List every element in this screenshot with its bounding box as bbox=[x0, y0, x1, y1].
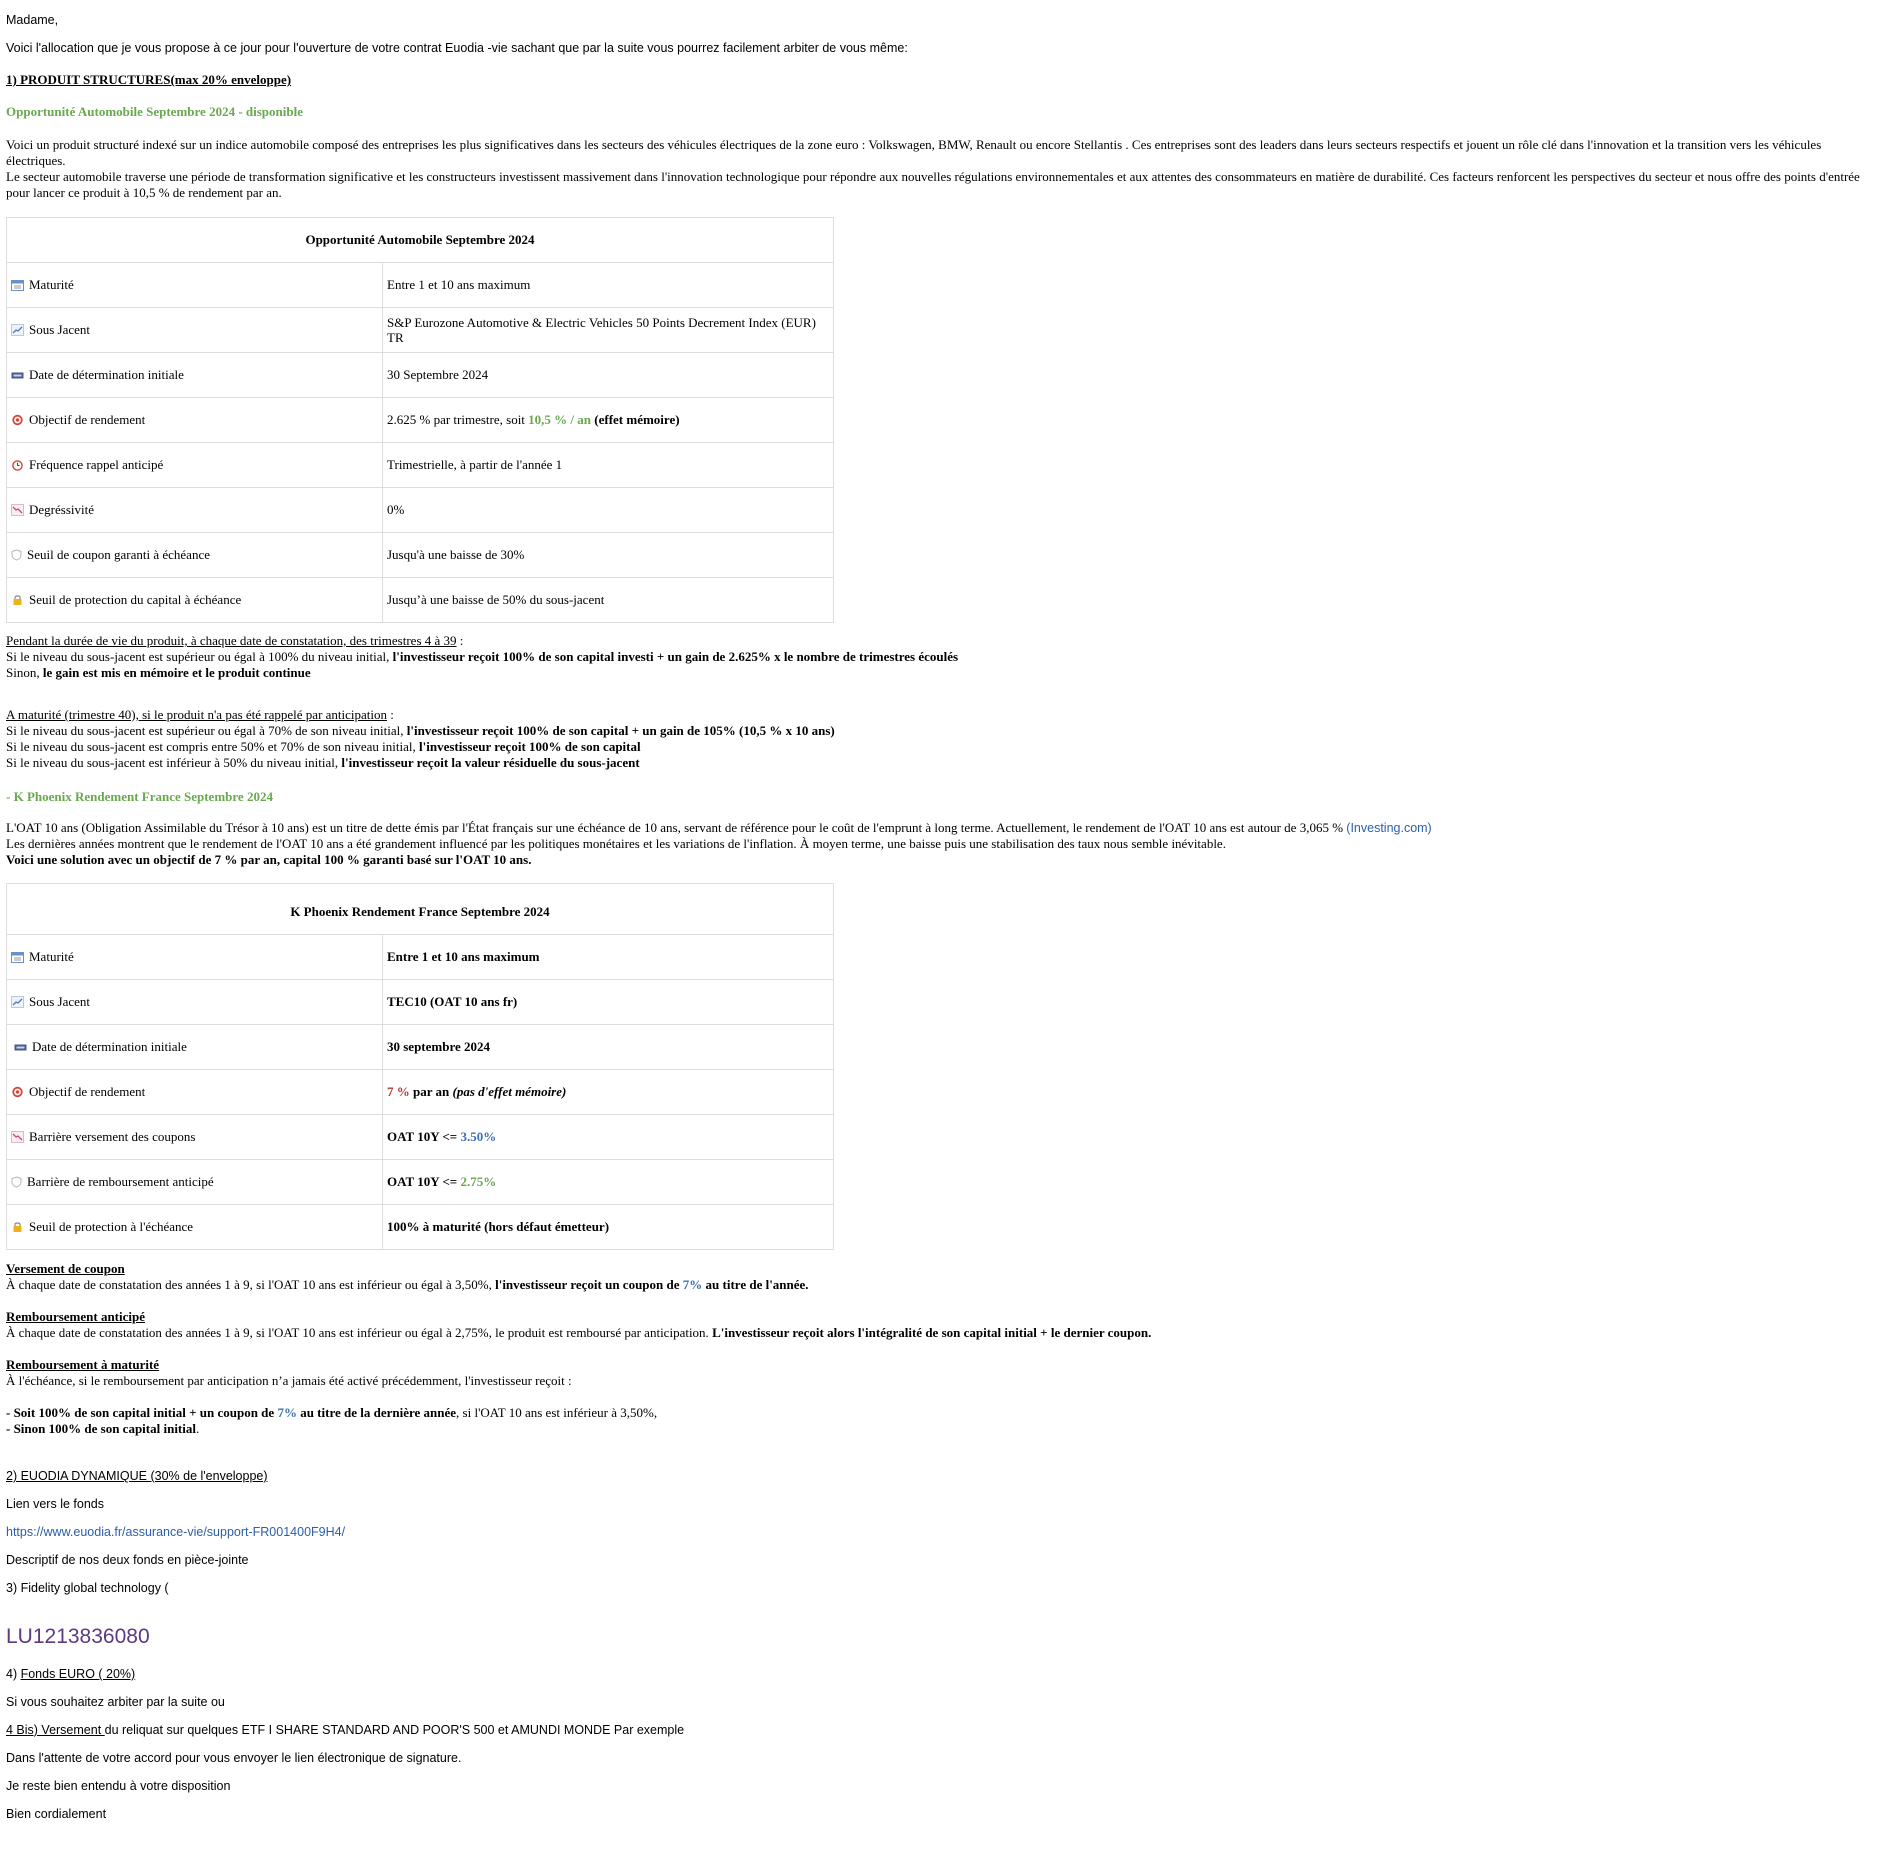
row-label: Seuil de coupon garanti à échéance bbox=[27, 547, 210, 562]
life-line-2-text: Sinon, bbox=[6, 665, 43, 680]
target-icon bbox=[11, 414, 24, 426]
chart-increasing-icon bbox=[11, 996, 24, 1008]
fund-link-label: Lien vers le fonds bbox=[6, 1497, 104, 1511]
coupon-section bbox=[6, 1261, 1866, 1293]
life-heading-suffix: : bbox=[456, 633, 464, 648]
table-row bbox=[7, 533, 834, 578]
product-1-life-conditions bbox=[6, 633, 1866, 681]
section-4bis bbox=[6, 1723, 684, 1737]
row-label: Maturité bbox=[29, 277, 74, 292]
table-row bbox=[7, 1115, 834, 1160]
value-highlight: 2.75% bbox=[460, 1174, 497, 1189]
life-line-2-bold: le gain est mis en mémoire et le produit continue bbox=[42, 665, 311, 680]
maturity-redemption-heading: Remboursement à maturité bbox=[6, 1357, 160, 1372]
maturity-heading-suffix: : bbox=[387, 707, 394, 722]
row-value: 0% bbox=[383, 488, 834, 533]
arbitrage-note: Si vous souhaitez arbiter par la suite ou bbox=[6, 1695, 225, 1709]
shield-icon bbox=[11, 549, 22, 561]
maturity-option-1-text: , si l'OAT 10 ans est inférieur à 3,50%, bbox=[456, 1405, 658, 1420]
table-row bbox=[7, 578, 834, 623]
row-label: Objectif de rendement bbox=[29, 1084, 146, 1099]
maturity-option-1-bold: - Soit 100% de son capital initial + un coupon de bbox=[6, 1405, 278, 1420]
row-value bbox=[383, 398, 834, 443]
row-value: 30 Septembre 2024 bbox=[383, 353, 834, 398]
early-redemption-heading: Remboursement anticipé bbox=[6, 1309, 146, 1324]
row-value: TEC10 (OAT 10 ans fr) bbox=[383, 980, 834, 1025]
row-value: Jusqu'à une baisse de 30% bbox=[383, 533, 834, 578]
maturity-option-2-bold: - Sinon 100% de son capital initial bbox=[6, 1421, 196, 1436]
intro-text: Voici l'allocation que je vous propose à ce jour pour l'ouverture de votre contrat Euodia -vie sachant que par la suite vous pourrez facilement arbiter de vous même: bbox=[6, 41, 908, 55]
row-value: Entre 1 et 10 ans maximum bbox=[383, 263, 834, 308]
chart-increasing-icon bbox=[11, 324, 24, 336]
row-value: Entre 1 et 10 ans maximum bbox=[383, 935, 834, 980]
section-4bis-label: 4 Bis) Versement bbox=[6, 1723, 105, 1737]
row-label: Sous Jacent bbox=[29, 994, 91, 1009]
maturity-redemption-text: À l'échéance, si le remboursement par anticipation n’a jamais été activé précédemment, l'investisseur reçoit : bbox=[6, 1373, 572, 1388]
coupon-line-highlight: 7% bbox=[682, 1277, 703, 1292]
product-1-table-title: Opportunité Automobile Septembre 2024 bbox=[7, 218, 834, 263]
section-1-title: 1) PRODUIT STRUCTURES(max 20% enveloppe) bbox=[6, 72, 292, 87]
maturity-line-3-text: Si le niveau du sous-jacent est inférieur à 50% du niveau initial, bbox=[6, 755, 342, 770]
table-row bbox=[7, 1160, 834, 1205]
row-value: S&P Eurozone Automotive & Electric Vehicles 50 Points Decrement Index (EUR) TR bbox=[383, 308, 834, 353]
row-value bbox=[383, 1070, 834, 1115]
lock-icon bbox=[11, 594, 24, 606]
value-text: 2.625 % par trimestre, soit bbox=[387, 412, 529, 427]
product-1-maturity-conditions bbox=[6, 707, 1866, 771]
row-value bbox=[383, 1160, 834, 1205]
early-redemption-bold: L'investisseur reçoit alors l'intégralité de son capital initial + le dernier coupon. bbox=[712, 1325, 1152, 1340]
value-bold: OAT 10Y <= bbox=[387, 1174, 461, 1189]
life-line-1-bold: l'investisseur reçoit 100% de son capital investi + un gain de 2.625% x le nombre de trimestres écoulés bbox=[392, 649, 959, 664]
row-label: Seuil de protection du capital à échéance bbox=[29, 592, 242, 607]
life-heading: Pendant la durée de vie du produit, à chaque date de constatation, des trimestres 4 à 39 bbox=[6, 633, 457, 648]
maturity-option-1-bold-2: au titre de la dernière année bbox=[296, 1405, 457, 1420]
lock-icon bbox=[11, 1221, 24, 1233]
product-1-title: Opportunité Automobile Septembre 2024 - disponible bbox=[6, 104, 303, 119]
product-2-desc-1: L'OAT 10 ans (Obligation Assimilable du Trésor à 10 ans) est un titre de dette émis par l'État français sur une échéance de 10 ans, servant de référence pour le coût de l'emprunt à long terme. Actuellement, le rendement de l'OAT 10 ans est autour de 3,065 % bbox=[6, 820, 1347, 835]
coupon-heading: Versement de coupon bbox=[6, 1261, 125, 1276]
maturity-line-2-bold: l'investisseur reçoit 100% de son capital bbox=[419, 739, 641, 754]
isin-code: LU1213836080 bbox=[6, 1625, 150, 1648]
life-line-1-text: Si le niveau du sous-jacent est supérieur ou égal à 100% du niveau initial, bbox=[6, 649, 393, 664]
date-icon bbox=[14, 1041, 27, 1053]
alarm-clock-icon bbox=[11, 459, 24, 471]
closing-line-1: Dans l'attente de votre accord pour vous envoyer le lien électronique de signature. bbox=[6, 1751, 462, 1765]
product-2-table-title: K Phoenix Rendement France Septembre 2024 bbox=[7, 884, 834, 935]
table-row bbox=[7, 1070, 834, 1115]
investing-link[interactable]: (Investing.com) bbox=[1346, 821, 1432, 835]
greeting: Madame, bbox=[6, 13, 59, 27]
coupon-line-text: À chaque date de constatation des années 1 à 9, si l'OAT 10 ans est inférieur ou égal à 3,50%, bbox=[6, 1277, 496, 1292]
section-4-label: Fonds EURO ( 20%) bbox=[20, 1667, 136, 1681]
maturity-redemption-section bbox=[6, 1357, 1866, 1437]
section-4-prefix: 4) bbox=[6, 1667, 21, 1681]
chart-decreasing-icon bbox=[11, 1131, 24, 1143]
table-row bbox=[7, 353, 834, 398]
value-bold: (effet mémoire) bbox=[591, 412, 680, 427]
value-italic: (pas d'effet mémoire) bbox=[452, 1084, 567, 1099]
section-2-title: 2) EUODIA DYNAMIQUE (30% de l'enveloppe) bbox=[6, 1469, 268, 1483]
product-2-desc-3: Voici une solution avec un objectif de 7 % par an, capital 100 % garanti basé sur l'OAT 10 ans. bbox=[6, 852, 532, 867]
maturity-line-1-bold: l'investisseur reçoit 100% de son capital + un gain de 105% (10,5 % x 10 ans) bbox=[406, 723, 835, 738]
calendar-icon bbox=[11, 279, 24, 291]
row-label: Degréssivité bbox=[29, 502, 94, 517]
table-row bbox=[7, 488, 834, 533]
row-value: Trimestrielle, à partir de l'année 1 bbox=[383, 443, 834, 488]
sign-off: Bien cordialement bbox=[6, 1807, 107, 1821]
maturity-option-2-text: . bbox=[195, 1421, 200, 1436]
shield-icon bbox=[11, 1176, 22, 1188]
row-label: Fréquence rappel anticipé bbox=[29, 457, 164, 472]
product-1-description bbox=[6, 137, 1866, 201]
value-bold: OAT 10Y <= bbox=[387, 1129, 461, 1144]
maturity-line-1-text: Si le niveau du sous-jacent est supérieur ou égal à 70% de son niveau initial, bbox=[6, 723, 407, 738]
row-label: Barrière de remboursement anticipé bbox=[27, 1174, 214, 1189]
chart-decreasing-icon bbox=[11, 504, 24, 516]
maturity-option-1-highlight: 7% bbox=[277, 1405, 297, 1420]
section-4bis-text: du reliquat sur quelques ETF I SHARE STANDARD AND POOR'S 500 et AMUNDI MONDE Par exemple bbox=[104, 1723, 685, 1737]
product-2-title: - K Phoenix Rendement France Septembre 2024 bbox=[6, 789, 273, 804]
maturity-heading: A maturité (trimestre 40), si le produit n'a pas été rappelé par anticipation bbox=[6, 707, 388, 722]
early-redemption-section bbox=[6, 1309, 1866, 1341]
row-label: Sous Jacent bbox=[29, 322, 91, 337]
value-bold: par an bbox=[409, 1084, 453, 1099]
row-label: Maturité bbox=[29, 949, 74, 964]
row-label: Barrière versement des coupons bbox=[29, 1129, 196, 1144]
coupon-line-end: au titre de l'année. bbox=[702, 1277, 809, 1292]
attachment-note: Descriptif de nos deux fonds en pièce-jointe bbox=[6, 1553, 249, 1567]
product-1-table bbox=[6, 217, 834, 623]
calendar-icon bbox=[11, 951, 24, 963]
date-icon bbox=[11, 369, 24, 381]
row-value bbox=[383, 1115, 834, 1160]
early-redemption-text: À chaque date de constatation des années 1 à 9, si l'OAT 10 ans est inférieur ou égal à 2,75%, le produit est remboursé par anticipation. bbox=[6, 1325, 713, 1340]
closing-line-2: Je reste bien entendu à votre disposition bbox=[6, 1779, 231, 1793]
table-row bbox=[7, 263, 834, 308]
table-row bbox=[7, 935, 834, 980]
row-label: Seuil de protection à l'échéance bbox=[29, 1219, 194, 1234]
value-highlight: 3.50% bbox=[460, 1129, 497, 1144]
fund-url-link[interactable]: https://www.euodia.fr/assurance-vie/support-FR001400F9H4/ bbox=[6, 1525, 346, 1539]
value-highlight: 7 % bbox=[387, 1084, 410, 1099]
value-highlight: 10,5 % / an bbox=[528, 412, 592, 427]
product-2-description bbox=[6, 820, 1866, 868]
product-2-table bbox=[6, 883, 834, 1250]
coupon-line-bold: l'investisseur reçoit un coupon de bbox=[495, 1277, 683, 1292]
section-4-title bbox=[6, 1667, 135, 1681]
table-row bbox=[7, 398, 834, 443]
table-row bbox=[7, 980, 834, 1025]
table-row bbox=[7, 308, 834, 353]
row-label: Date de détermination initiale bbox=[29, 367, 184, 382]
product-1-desc-1: Voici un produit structuré indexé sur un indice automobile composé des entreprises les plus significatives dans les secteurs des véhicules électriques de la zone euro : Volkswagen, BMW, Renault ou encore Stellantis . Ces entreprises sont des leaders dans leurs secteurs respectifs et jouent un rôle clé dans l'innovation et la transition vers les véhicules électriques. bbox=[6, 137, 1822, 168]
row-value: 100% à maturité (hors défaut émetteur) bbox=[383, 1205, 834, 1250]
table-row bbox=[7, 443, 834, 488]
row-value: 30 septembre 2024 bbox=[383, 1025, 834, 1070]
row-value: Jusqu’à une baisse de 50% du sous-jacent bbox=[383, 578, 834, 623]
product-2-desc-2: Les dernières années montrent que le rendement de l'OAT 10 ans a été grandement influencé par les politiques monétaires et les variations de l'inflation. À moyen terme, une baisse puis une stabilisation des taux nous semble inévitable. bbox=[6, 836, 1226, 851]
maturity-line-3-bold: l'investisseur reçoit la valeur résiduelle du sous-jacent bbox=[341, 755, 640, 770]
target-icon bbox=[11, 1086, 24, 1098]
section-3-title: 3) Fidelity global technology ( bbox=[6, 1581, 169, 1595]
row-label: Date de détermination initiale bbox=[32, 1039, 187, 1054]
table-row bbox=[7, 1205, 834, 1250]
maturity-line-2-text: Si le niveau du sous-jacent est compris entre 50% et 70% de son niveau initial, bbox=[6, 739, 420, 754]
product-1-desc-2: Le secteur automobile traverse une période de transformation significative et les constructeurs investissent massivement dans l'innovation technologique pour répondre aux nouvelles régulations environnementales et aux attentes des consommateurs en matière de durabilité. Ces facteurs renforcent les perspectives du secteur et nous offre des points d'entrée pour lancer ce produit à 10,5 % de rendement par an. bbox=[6, 169, 1860, 200]
row-label: Objectif de rendement bbox=[29, 412, 146, 427]
table-row bbox=[7, 1025, 834, 1070]
